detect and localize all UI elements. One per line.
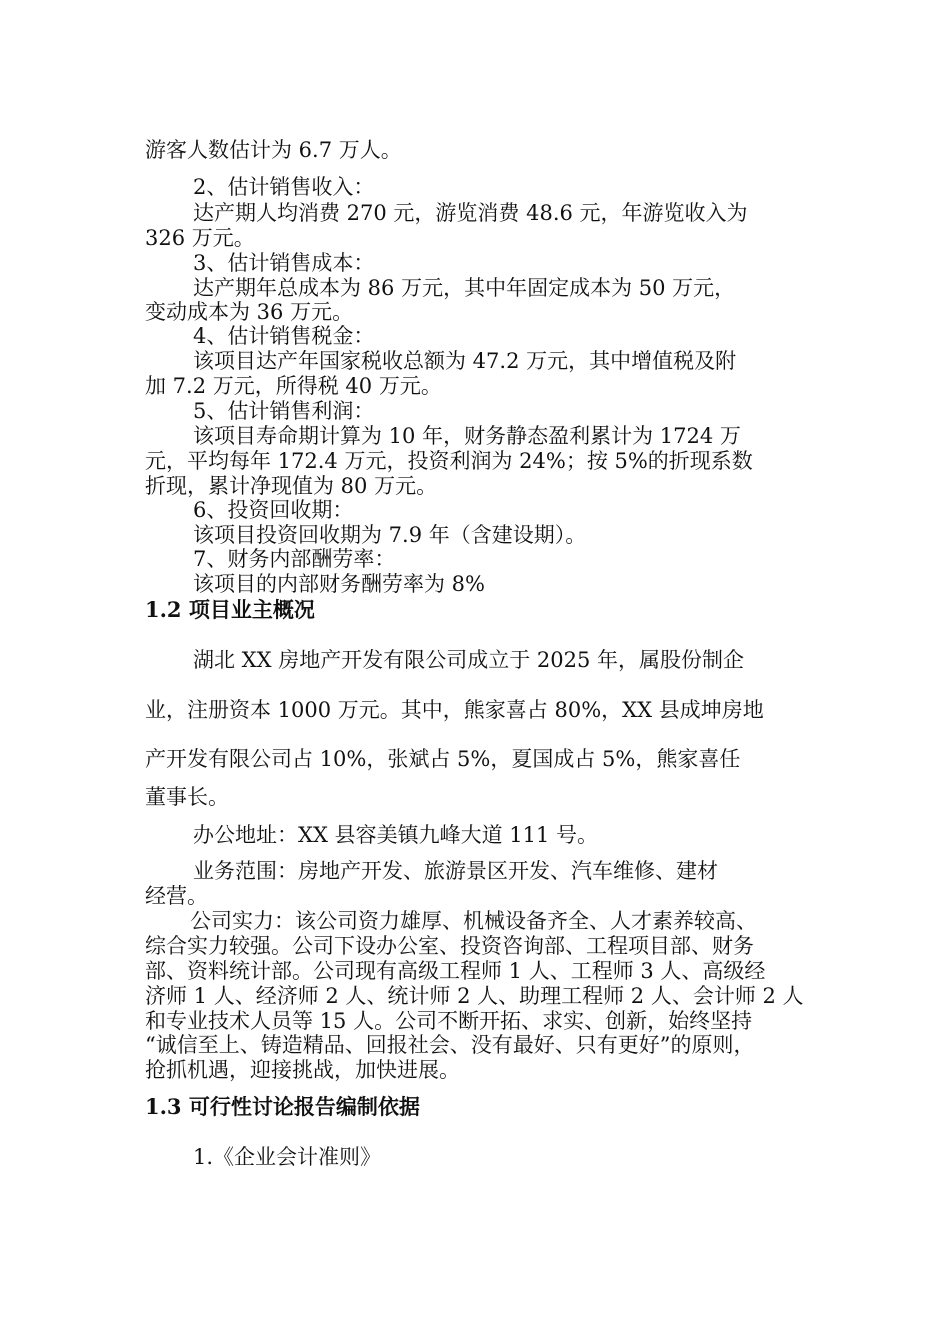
paragraph-line: 湖北 XX 房地产开发有限公司成立于 2025 年，属股份制企 [193,648,745,672]
paragraph-line: 公司实力：该公司资力雄厚、机械设备齐全、人才素养较高、 [190,909,757,933]
section-heading: 1.2 项目业主概况 [145,597,315,622]
paragraph-line: 元，平均每年 172.4 万元，投资利润为 24%；按 5%的折现系数 [145,449,753,473]
paragraph-line: 部、资料统计部。公司现有高级工程师 1 人、工程师 3 人、高级经 [145,959,766,983]
paragraph-line: “诚信至上、铸造精品、回报社会、没有最好、只有更好”的原则， [145,1033,755,1057]
paragraph-line: 业务范围：房地产开发、旅游景区开发、汽车维修、建材 [193,859,718,883]
paragraph-line: 产开发有限公司占 10%，张斌占 5%，夏国成占 5%，熊家喜任 [145,747,741,771]
list-heading: 6、投资回收期： [193,498,354,522]
paragraph-line: 综合实力较强。公司下设办公室、投资咨询部、工程项目部、财务 [145,934,754,958]
paragraph-line: 326 万元。 [145,226,255,250]
paragraph-line: 抢抓机遇，迎接挑战，加快进展。 [145,1058,460,1082]
paragraph-line: 变动成本为 36 万元。 [145,300,354,324]
list-heading: 4、估计销售税金： [193,324,375,348]
paragraph-line: 和专业技术人员等 15 人。公司不断开拓、求实、创新，始终坚持 [145,1009,753,1033]
list-heading: 7、财务内部酬劳率： [193,547,396,571]
paragraph-line: 达产期人均消费 270 元，游览消费 48.6 元，年游览收入为 [193,201,748,225]
list-item: 1.《企业会计准则》 [193,1145,382,1169]
paragraph-line: 办公地址：XX 县容美镇九峰大道 111 号。 [193,823,599,847]
paragraph-line: 达产期年总成本为 86 万元，其中年固定成本为 50 万元， [193,276,736,300]
paragraph-line: 游客人数估计为 6.7 万人。 [145,138,402,162]
paragraph-line: 董事长。 [145,785,229,809]
section-heading: 1.3 可行性讨论报告编制依据 [145,1094,420,1119]
paragraph-line: 经营。 [145,884,208,908]
paragraph-line: 济师 1 人、经济师 2 人、统计师 2 人、助理工程师 2 人、会计师 2 人 [145,984,804,1008]
paragraph-line: 该项目的内部财务酬劳率为 8% [193,572,485,596]
list-heading: 3、估计销售成本： [193,251,375,275]
paragraph-line: 加 7.2 万元，所得税 40 万元。 [145,374,442,398]
list-heading: 5、估计销售利润： [193,399,375,423]
paragraph-line: 折现，累计净现值为 80 万元。 [145,474,438,498]
paragraph-line: 该项目达产年国家税收总额为 47.2 万元，其中增值税及附 [193,349,737,373]
paragraph-line: 该项目寿命期计算为 10 年，财务静态盈利累计为 1724 万 [193,424,741,448]
paragraph-line: 该项目投资回收期为 7.9 年（含建设期）。 [193,523,587,547]
list-heading: 2、估计销售收入： [193,175,375,199]
paragraph-line: 业，注册资本 1000 万元。其中，熊家喜占 80%，XX 县成坤房地 [145,698,764,722]
